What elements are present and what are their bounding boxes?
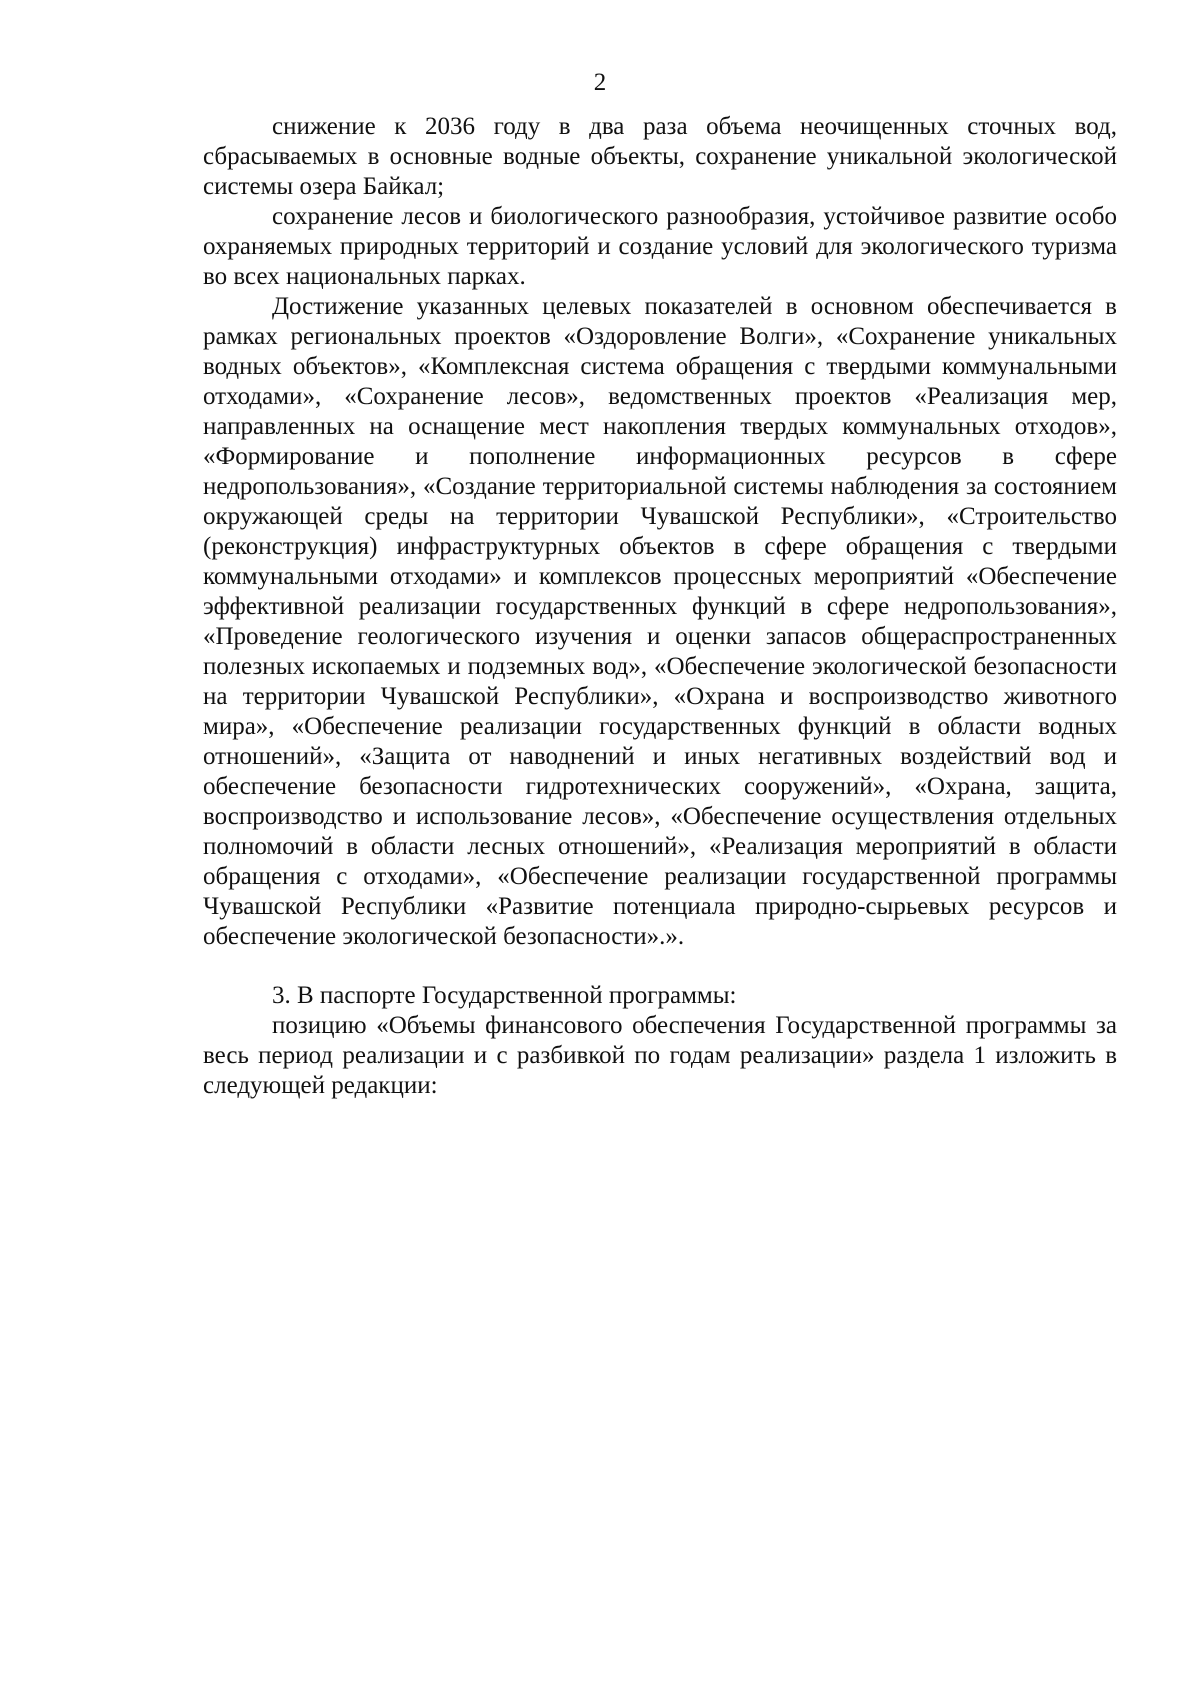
- page-number: 2: [593, 69, 607, 96]
- paragraph-wastewater: снижение к 2036 году в два раза объема неочищенных сточных вод, сбрасываемых в основные водные объекты, сохранение уникальной экологической системы озера Байкал;: [203, 113, 1117, 200]
- paragraph-section-3: 3. В паспорте Государственной программы:: [272, 982, 737, 1009]
- paragraph-spacer: [203, 952, 1117, 981]
- document-body: [203, 112, 1117, 1101]
- paragraph-forests: сохранение лесов и биологического разнообразия, устойчивое развитие особо охраняемых природных территорий и создание условий для экологического туризма во всех национальных парках.: [203, 203, 1117, 290]
- paragraph-funding-position: позицию «Объемы финансового обеспечения Государственной программы за весь период реализации и с разбивкой по годам реализации» раздела 1 изложить в следующей редакции:: [203, 1012, 1117, 1099]
- paragraph-projects: Достижение указанных целевых показателей в основном обеспечивается в рамках региональных проектов «Оздоровление Волги», «Сохранение уникальных водных объектов», «Комплексная система обращения с твердыми коммунальными отходами», «Сохранение лесов», ведомственных проектов «Реализация мер, направленных на оснащение мест накопления твердых коммунальных отходов», «Формирование и пополнение информационных ресурсов в сфере недропользования», «Создание территориальной системы наблюдения за состоянием окружающей среды на территории Чувашской Республики», «Строительство (реконструкция) инфраструктурных объектов в сфере обращения с твердыми коммунальными отходами» и комплексов процессных мероприятий «Обеспечение эффективной реализации государственных функций в сфере недропользования», «Проведение геологического изучения и оценки запасов общераспространенных полезных ископаемых и подземных вод», «Обеспечение экологической безопасности на территории Чувашской Республики», «Охрана и воспроизводство животного мира», «Обеспечение реализации государственных функций в области водных отношений», «Защита от наводнений и иных негативных воздействий вод и обеспечение безопасности гидротехнических сооружений», «Охрана, защита, воспроизводство и использование лесов», «Обеспечение осуществления отдельных полномочий в области лесных отношений», «Реализация мероприятий в области обращения с отходами», «Обеспечение реализации государственной программы Чувашской Республики «Развитие потенциала природно-сырьевых ресурсов и обеспечение экологической безопасности».».: [203, 293, 1117, 950]
